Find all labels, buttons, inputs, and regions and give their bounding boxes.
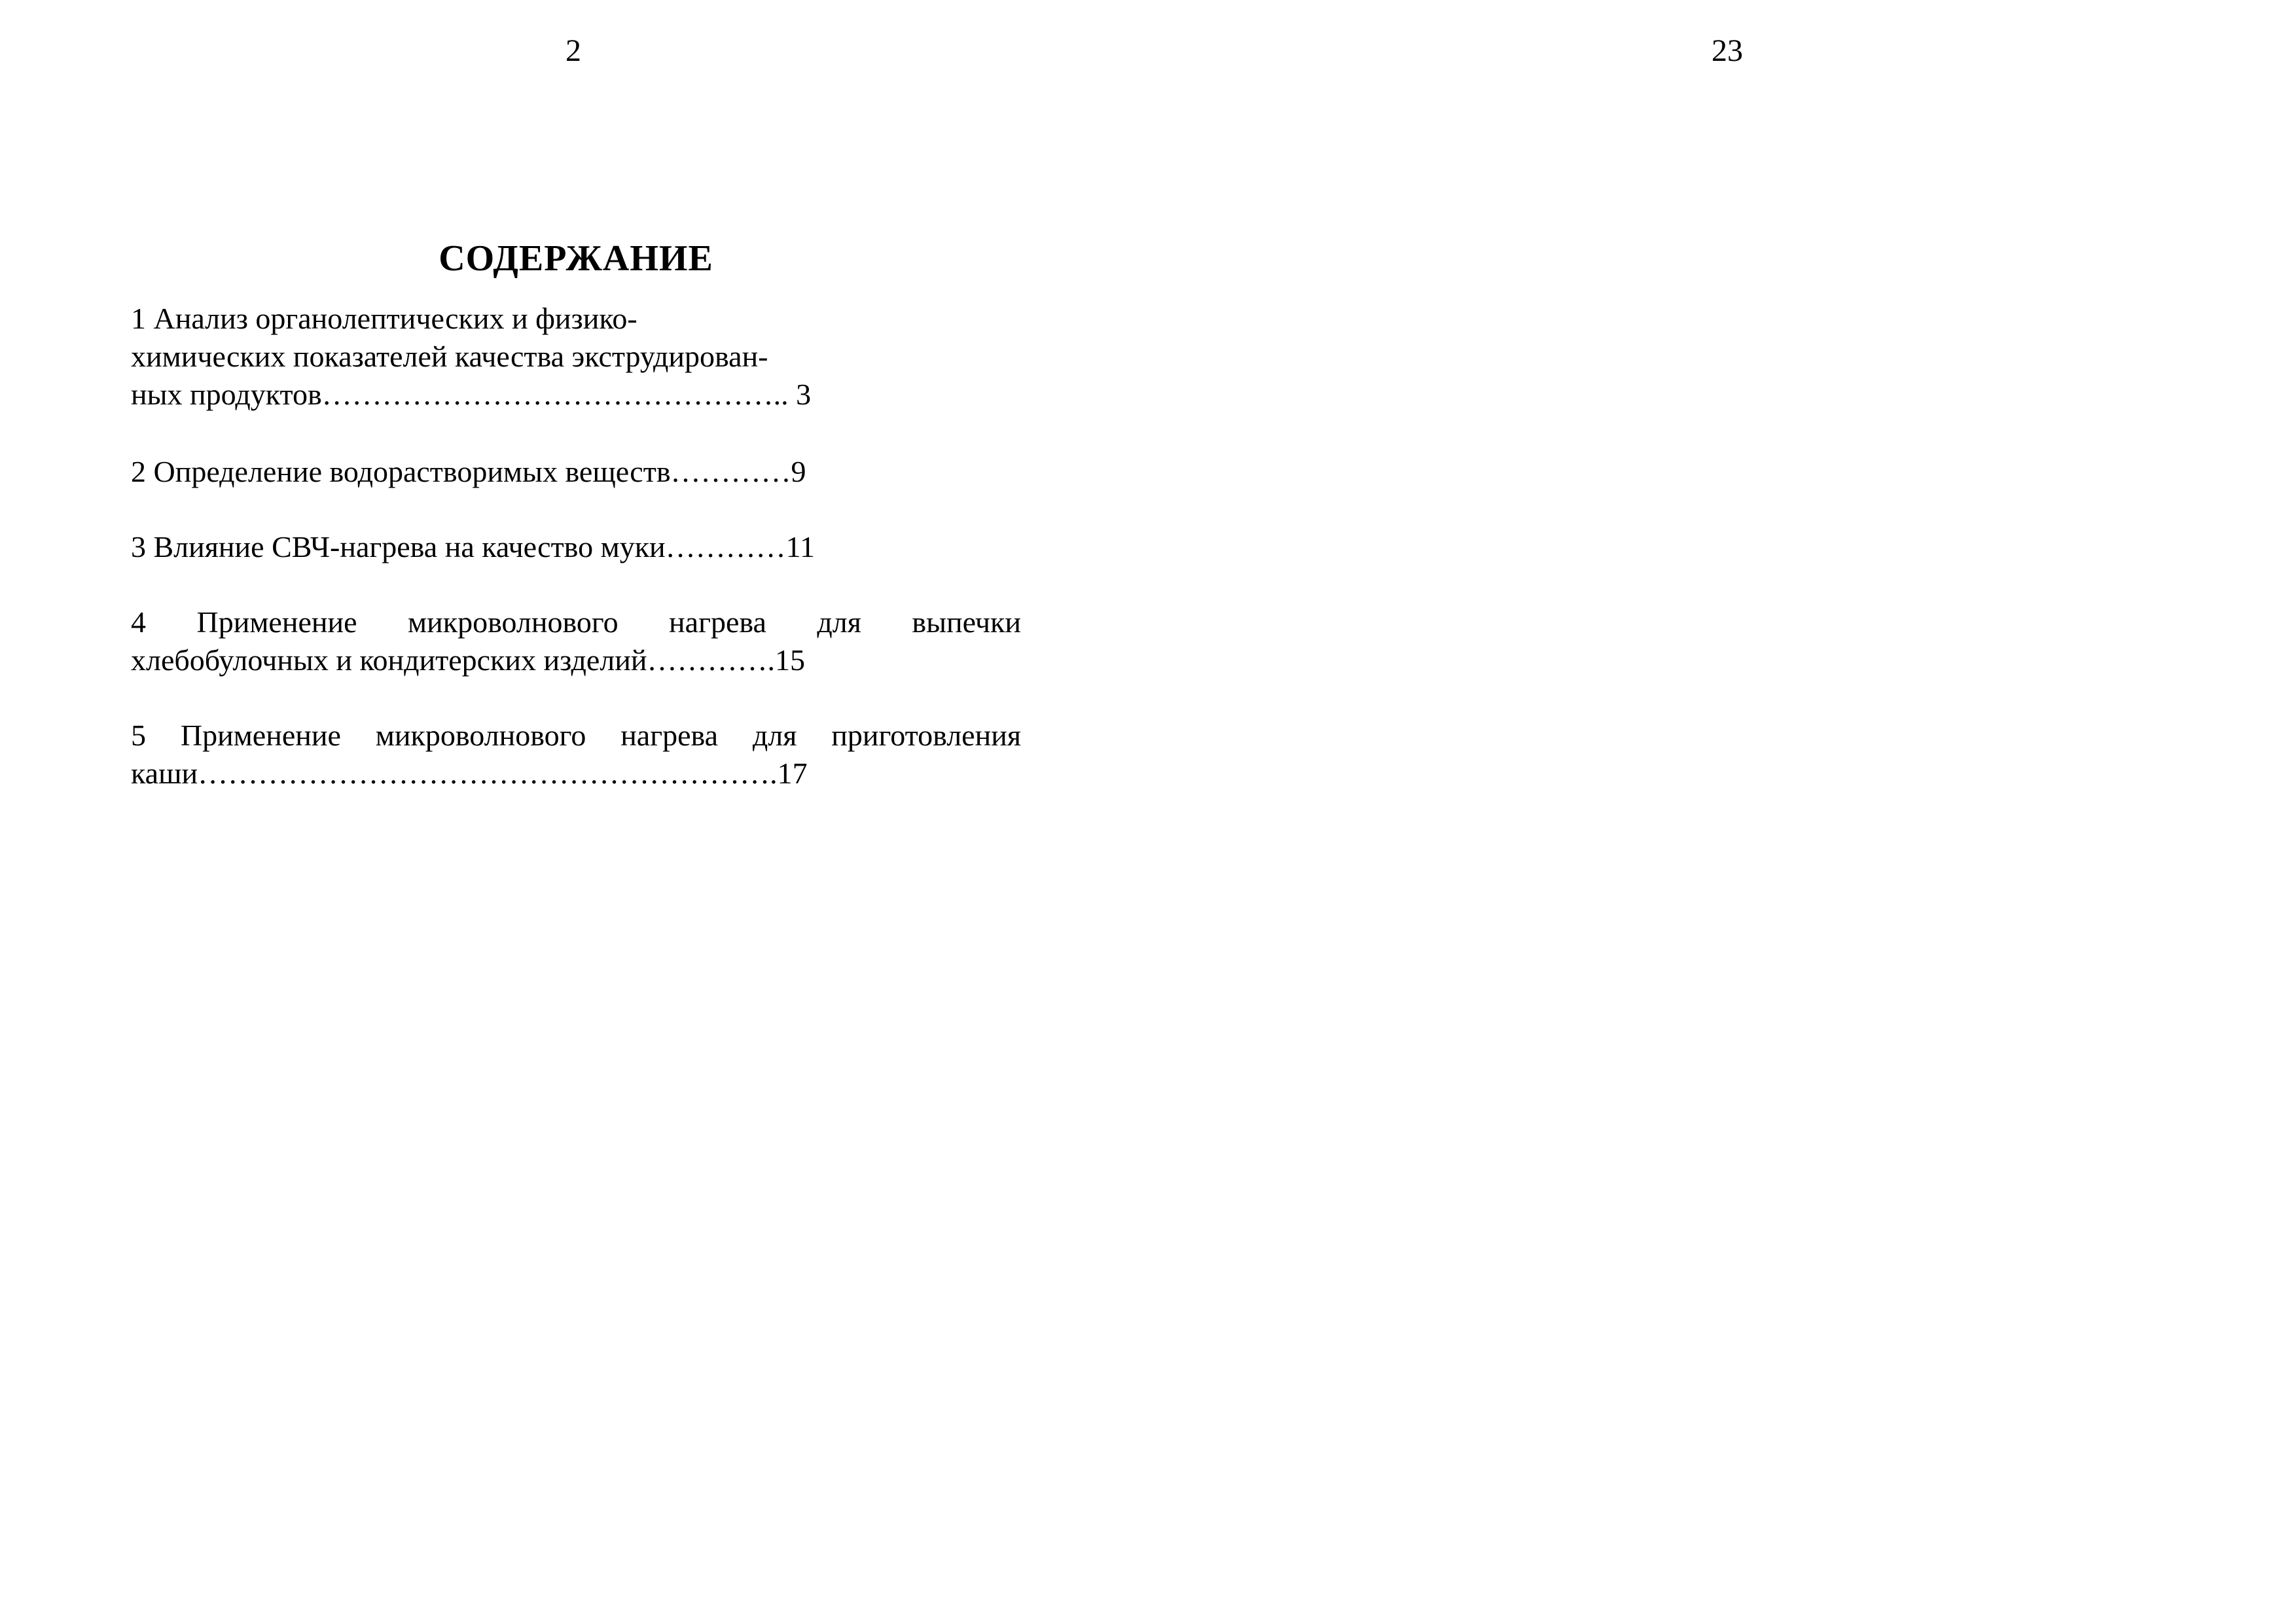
toc-entry-4-line-1: 4 Применение микроволнового нагрева для выпечки	[131, 605, 1021, 639]
toc-entry-1-line-2: химических показателей качества экструдирован-	[131, 340, 768, 373]
toc-entry-5-line-1: 5 Применение микроволнового нагрева для приготовления	[131, 719, 1021, 752]
toc-title: СОДЕРЖАНИЕ	[439, 238, 713, 279]
toc-entry-4	[131, 603, 1021, 679]
toc-entry-1-line-1: 1 Анализ органолептических и физико-	[131, 302, 637, 335]
page-number-right: 23	[1712, 33, 1743, 68]
toc-entry-4-line-2: хлебобулочных и кондитерских изделий………….15	[131, 643, 805, 677]
toc-entry-3-line-1: 3 Влияние СВЧ-нагрева на качество муки…………11	[131, 530, 815, 563]
toc-entry-1	[131, 300, 1021, 414]
page-number-left: 2	[565, 33, 581, 68]
toc-entry-5-line-2: каши………………………………………………….17	[131, 757, 808, 790]
toc-entry-3	[131, 528, 1021, 566]
toc-entry-1-line-3: ных продуктов……………………………………….. 3	[131, 378, 812, 411]
toc-entry-2-line-1: 2 Определение водорастворимых веществ…………9	[131, 455, 806, 488]
toc-entry-2	[131, 453, 1021, 491]
toc-entry-5	[131, 717, 1021, 793]
